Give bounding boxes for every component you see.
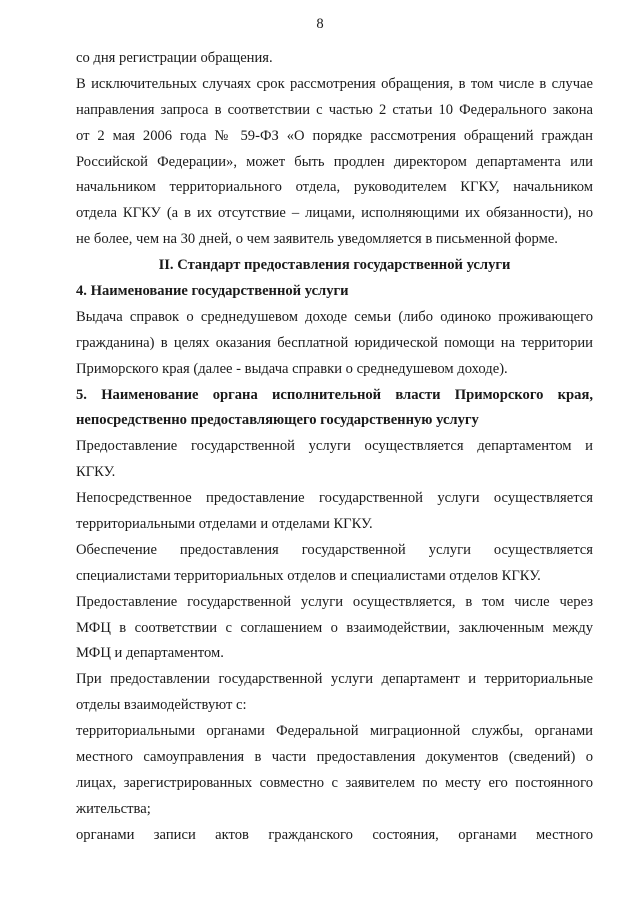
paragraph-line: При предоставлении государственной услуги департамент и территориальные: [76, 671, 593, 688]
paragraph-line: В исключительных случаях срок рассмотрения обращения, в том числе в случае: [76, 75, 593, 92]
paragraph-line: Предоставление государственной услуги осуществляется, в том числе через: [76, 593, 593, 610]
section-heading-line: II. Стандарт предоставления государственной услуги: [158, 257, 511, 274]
paragraph-line: начальником территориального отдела, руководителем КГКУ, начальником: [76, 179, 593, 196]
page-number: 8: [316, 16, 324, 32]
paragraph-line: Приморского края (далее - выдача справки о среднедушевом доходе).: [76, 360, 508, 377]
paragraph-line: отдела КГКУ (а в их отсутствие – лицами, исполняющими их обязанности), но: [76, 205, 593, 222]
section-heading-line: непосредственно предоставляющего государственную услугу: [76, 412, 479, 429]
paragraph-line: Выдача справок о среднедушевом доходе семьи (либо одиноко проживающего: [76, 308, 593, 325]
paragraph-line: специалистами территориальных отделов и специалистами отделов КГКУ.: [76, 567, 541, 584]
paragraph-line: со дня регистрации обращения.: [76, 50, 273, 66]
paragraph-line: Российской Федерации», может быть продлен директором департамента или: [76, 153, 593, 170]
paragraph-line: МФЦ и департаментом.: [76, 645, 224, 662]
document-body: [76, 46, 593, 849]
paragraph-line: лицах, зарегистрированных совместно с заявителем по месту его постоянного: [76, 774, 593, 791]
paragraph-line: органами записи актов гражданского состояния, органами местного: [76, 826, 593, 843]
paragraph-line: от 2 мая 2006 года № 59-ФЗ «О порядке рассмотрения обращений граждан: [76, 127, 593, 144]
paragraph-line: МФЦ в соответствии с соглашением о взаимодействии, заключенным между: [76, 619, 593, 636]
paragraph-line: жительства;: [76, 800, 151, 817]
section-heading-line: 4. Наименование государственной услуги: [76, 283, 349, 300]
paragraph-line: направления запроса в соответствии с частью 2 статьи 10 Федерального закона: [76, 101, 593, 118]
paragraph-line: Обеспечение предоставления государственной услуги осуществляется: [76, 541, 593, 558]
paragraph-line: не более, чем на 30 дней, о чем заявитель уведомляется в письменной форме.: [76, 231, 558, 248]
paragraph-line: Непосредственное предоставление государственной услуги осуществляется: [76, 490, 593, 507]
paragraph-line: территориальными органами Федеральной миграционной службы, органами: [76, 723, 593, 740]
paragraph-line: отделы взаимодействуют с:: [76, 697, 247, 714]
paragraph-line: Предоставление государственной услуги осуществляется департаментом и: [76, 438, 593, 455]
section-heading-line: 5. Наименование органа исполнительной власти Приморского края,: [76, 386, 593, 403]
paragraph-line: КГКУ.: [76, 464, 116, 481]
paragraph-line: местного самоуправления в части предоставления документов (сведений) о: [76, 749, 593, 766]
paragraph-line: гражданина) в целях оказания бесплатной юридической помощи на территории: [76, 334, 593, 351]
paragraph-line: территориальными отделами и отделами КГКУ.: [76, 516, 373, 533]
